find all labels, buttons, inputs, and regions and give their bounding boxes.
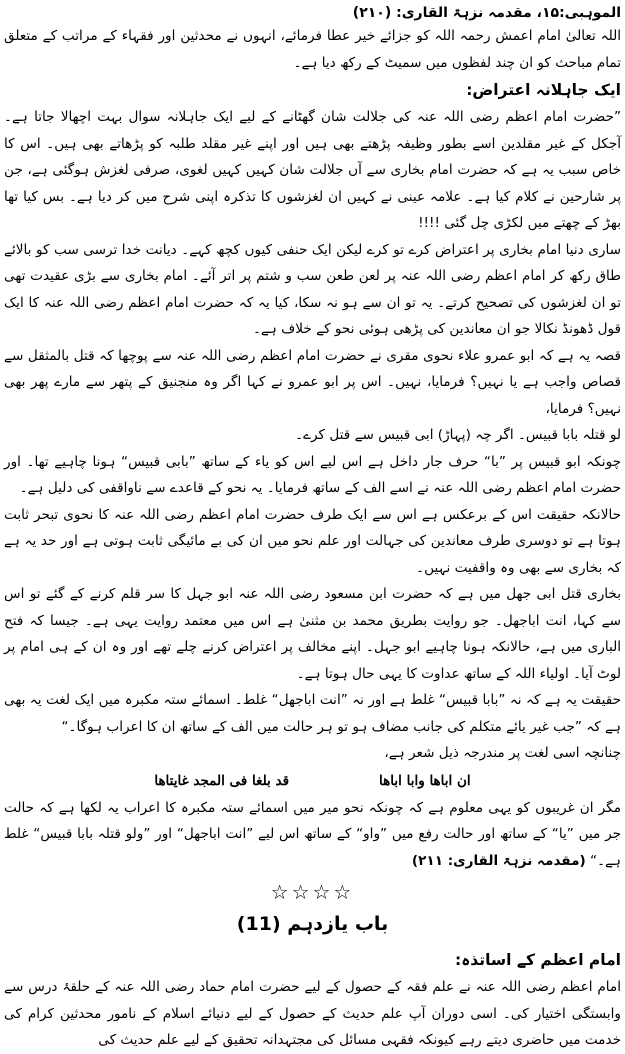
objection-paragraph: ساری دنیا امام بخاری پر اعتراض کرے تو کرے لیکن ایک حنفی کیوں کچھ کہے۔ دیانت خدا ترسی سب کو بالائے طاق رکھ کر امام اعظم رضی اللہ عنہ پر لعن طعن سب و شتم پر اتر آئے۔ امام بخاری سے بڑی عقیدت تھی تو ان لغزشوں کی تصحیح کرتے۔ یہ تو ان سے ہو نہ سکا، کیا یہ کہ حضرت امام اعظم رضی اللہ عنہ کا ایک قول ڈھونڈ نکالا جو ان معاندین کی پڑھی ہوئی نحو کے خلاف ہے۔: [4, 241, 621, 337]
objection-paragraph: چونکہ ابو قبیس پر ”با“ حرف جار داخل ہے اس لیے اس کو یاء کے ساتھ ”بابی قبیس“ ہونا چاہیے تھا۔ اور حضرت امام اعظم رضی اللہ عنہ نے اسے الف کے ساتھ فرمایا۔ یہ نحو کے قاعدے سے ناواقفی کی دلیل ہے۔: [4, 453, 621, 496]
objection-paragraph: قصہ یہ ہے کہ ابو عمرو علاء نحوی مقری نے حضرت امام اعظم رضی اللہ عنہ سے پوچھا کہ قتل بالمثقل سے قصاص واجب ہے یا نہیں؟ فرمایا، نہیں۔ اس پر ابو عمرو نے کہا اگر وہ منجنیق کے پتھر سے مارے پھر بھی نہیں؟ فرمایا،: [4, 347, 621, 417]
objection-paragraph: ”حضرت امام اعظم رضی اللہ عنہ کی جلالت شان گھٹانے کے لیے ایک جاہلانہ سوال بہت اچھالا جاتا ہے۔ آجکل کے غیر مقلدین اسے بطور وظیفہ پڑھتے بھی ہیں اور اپنے غیر مقلد طلبہ کو پڑھاتے بھی ہیں۔ اس کا خاص سبب یہ ہے کہ حضرت امام بخاری سے آں جلالت شان کہیں کہیں لغوی، صرفی لغزش ہوگئی ہے، جن پر شارحین نے کلام کیا ہے۔ علامہ عینی نے کہیں ان لغزشوں کا تذکرہ اپنی شرح میں کر دیا ہے۔ بس کیا تھا بھڑ کے چھتے میں لکڑی چل گئی !!!!: [4, 109, 621, 231]
teachers-paragraph: امام اعظم رضی اللہ عنہ نے علم فقہ کے حصول کے لیے حضرت امام حماد رضی اللہ عنہ کے حلقۂ درس سے وابستگی اختیار کی۔ اسی دوران آپ علم حدیث کے حصول کے لیے دنیائے اسلام کے نامور محدثین کرام کی خدمت میں حاضری دیتے رہے کیونکہ فقہی مسائل کی مجتہدانہ تحقیق کے لیے علم حدیث کی: [4, 979, 621, 1048]
closing-text: مگر ان غریبوں کو یہی معلوم ہے کہ چونکہ نحو میر میں اسمائے ستہ مکبرہ کا اعراب یہ لکھا ہے کہ حالت جر میں ”یا“ کے ساتھ اور حالت رفع میں ”واو“ کے ساتھ اس لیے ”انت اباجھل“ اور ”ولو قتلہ بابا قبیس“ غلط ہے۔“: [4, 799, 621, 869]
page-header: الموہبی:۱۵، مقدمہ نزہۃ القاری: (۲۱۰): [352, 5, 621, 21]
closing-paragraph: [4, 795, 621, 875]
chapter-title: باب یازدہم (11): [236, 913, 389, 935]
intro-line: دیا ہے۔: [293, 54, 336, 71]
verse-second-hemistich: قد بلغا فی المجد غایتاھا: [154, 772, 290, 789]
book-page: [4, 4, 621, 1048]
intro-paragraph: [4, 23, 621, 76]
section-separator: ☆☆☆☆: [270, 880, 355, 904]
objection-paragraph: حالانکہ حقیقت اس کے برعکس ہے اس سے ایک طرف حضرت امام اعظم رضی اللہ عنہ کا نحوی تبحر ثابت ہوتا ہے تو دوسری طرف معاندین کی جہالت اور علم نحو میں ان کی بے مائیگی ثابت ہوتی ہے اور حد یہ ہے کہ بخاری سے بھی وہ واقفیت نہیں۔: [4, 506, 621, 576]
closing-reference: (مقدمہ نزہۃ القاری: ۲۱۱): [411, 852, 586, 869]
intro-line: اللہ تعالیٰ امام اعمش رحمہ اللہ کو جزائے خیر عطا فرمائے، انہوں نے محدثین اور فقہاء کے مراتب کے متعلق تمام مباحث کو ان چند لفظوں میں سمیٹ کے رکھ: [4, 28, 621, 71]
objection-paragraph: بخاری قتل ابی جھل میں ہے کہ حضرت ابن مسعود رضی اللہ عنہ ابو جہل کا سر قلم کرنے کے گئے تو اس سے کہا، انت اباجھل۔ جو روایت بطریق محمد بن مثنیٰ ہے اس میں معتمد روایت یہی ہے۔ جیسا کہ فتح الباری میں ہے، حالانکہ ہونا چاہیے ابو جہل۔ اپنے مخالف پر اعتراض کرنے چلے تھے اور وہ ان کے ہی امام پر لوٹ آیا۔ اولیاء اللہ کے ساتھ عداوت کا یہی حال ہوتا ہے۔: [4, 586, 621, 682]
objection-paragraph: حقیقت یہ ہے کہ نہ ”بابا قبیس“ غلط ہے اور نہ ”انت اباجھل“ غلط۔ اسمائے ستہ مکبرہ میں ایک لغت یہ بھی ہے کہ ”جب غیر یائے متکلم کی جانب مضاف ہو تو ہر حالت میں الف کے ساتھ ان کا اعراب ہوگا۔“: [4, 692, 621, 735]
objection-heading: ایک جاہلانہ اعتراض:: [466, 81, 621, 99]
arabic-verse: [4, 767, 621, 795]
objection-paragraph: لو قتلہ بابا قبیس۔ اگر چہ (پہاڑ) ابی قبیس سے قتل کرے۔: [295, 427, 621, 443]
objection-paragraph: چنانچہ اسی لغت پر مندرجہ ذیل شعر ہے،: [384, 745, 621, 761]
verse-first-hemistich: ان اباھا وابا اباھا: [379, 772, 471, 789]
teachers-heading: امام اعظم کے اساتذہ:: [455, 951, 621, 969]
